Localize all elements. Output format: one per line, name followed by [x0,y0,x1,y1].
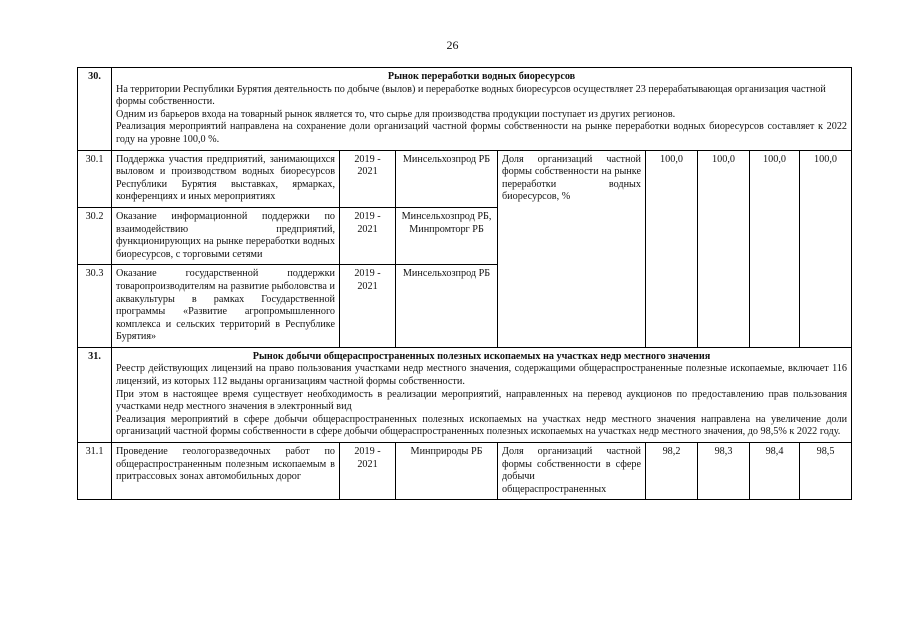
value-cell: 98,4 [750,443,800,500]
row-number: 30.3 [78,265,112,348]
table-row [78,443,852,500]
row-number: 31.1 [78,443,112,500]
measures-table [77,67,852,500]
section-header-row [78,68,852,151]
period-cell: 2019 - 2021 [340,443,396,500]
executor-cell: Минсельхозпрод РБ, Минпромторг РБ [396,207,498,264]
section-description [112,68,852,151]
executor-cell: Минсельхозпрод РБ [396,150,498,207]
value-cell: 100,0 [800,150,852,347]
section-description [112,347,852,442]
measure-cell: Оказание информационной поддержки по взаимодействию предприятий, функционирующих на рынке переработки водных биоресурсов, с торговыми сетями [112,207,340,264]
section-number: 30. [78,68,112,151]
section-paragraph: Реализация мероприятий в сфере добычи общераспространенных полезных ископаемых на участках недр местного значения направлена на увеличение доли организаций частной формы собственности в сфере добычи общераспространенных полезных ископаемых на участках недр местного значения, до 98,5% к 2022 году. [116,413,848,438]
section-title: Рынок добычи общераспространенных полезных ископаемых на участках недр местного значения [252,350,711,362]
indicator-cell: Доля организаций частной формы собственности в сфере добычи общераспространенных [498,443,646,500]
section-paragraph: При этом в настоящее время существует необходимость в реализации мероприятий, направленных на перевод аукционов по предоставлению прав пользования участками недр местного значения в электронный вид [116,388,848,413]
section-paragraph: Реализация мероприятий направлена на сохранение доли организаций частной формы собственности на рынке переработки водных биоресурсов составляет к 2022 году на уровне 100,0 %. [116,121,848,145]
measure-cell: Оказание государственной поддержки товаропроизводителям на развитие рыболовства и аквакультуры в рамках Государственной программы «Развитие агропромышленного комплекса и сельских территорий в Республике Бурятия» [112,265,340,348]
section-header-row [78,347,852,442]
section-title: Рынок переработки водных биоресурсов [387,71,576,82]
row-number: 30.1 [78,150,112,207]
section-paragraph: На территории Республики Бурятия деятельность по добыче (вылов) и переработке водных биоресурсов осуществляет 23 перерабатывающая организация частной формы собственности. [116,83,826,108]
value-cell: 100,0 [646,150,698,347]
period-cell: 2019 - 2021 [340,207,396,264]
executor-cell: Минприроды РБ [396,443,498,500]
executor-cell: Минсельхозпрод РБ [396,265,498,348]
measure-cell: Поддержка участия предприятий, занимающихся выловом и производством водных биоресурсов Республики Бурятия выставках, ярмарках, конференциях и иных мероприятиях [112,150,340,207]
page-number: 26 [446,38,459,52]
value-cell: 98,5 [800,443,852,500]
period-cell: 2019 - 2021 [340,265,396,348]
period-cell: 2019 - 2021 [340,150,396,207]
value-cell: 100,0 [698,150,750,347]
value-cell: 100,0 [750,150,800,347]
value-cell: 98,3 [698,443,750,500]
row-number: 30.2 [78,207,112,264]
section-number: 31. [78,347,112,442]
indicator-cell: Доля организаций частной формы собственности на рынке переработки водных биоресурсов, % [498,150,646,347]
measure-cell: Проведение геологоразведочных работ по общераспространенным полезным ископаемым в притрассовых зонах автомобильных дорог [112,443,340,500]
value-cell: 98,2 [646,443,698,500]
section-paragraph: Одним из барьеров входа на товарный рынок является то, что сырье для производства продукции поступает из других регионов. [116,108,676,120]
section-paragraph: Реестр действующих лицензий на право пользования участками недр местного значения, содержащими общераспространенные полезные ископаемые, включает 116 лицензий, из которых 112 выданы организациям частной формы собственности. [116,363,848,388]
table-row [78,150,852,207]
